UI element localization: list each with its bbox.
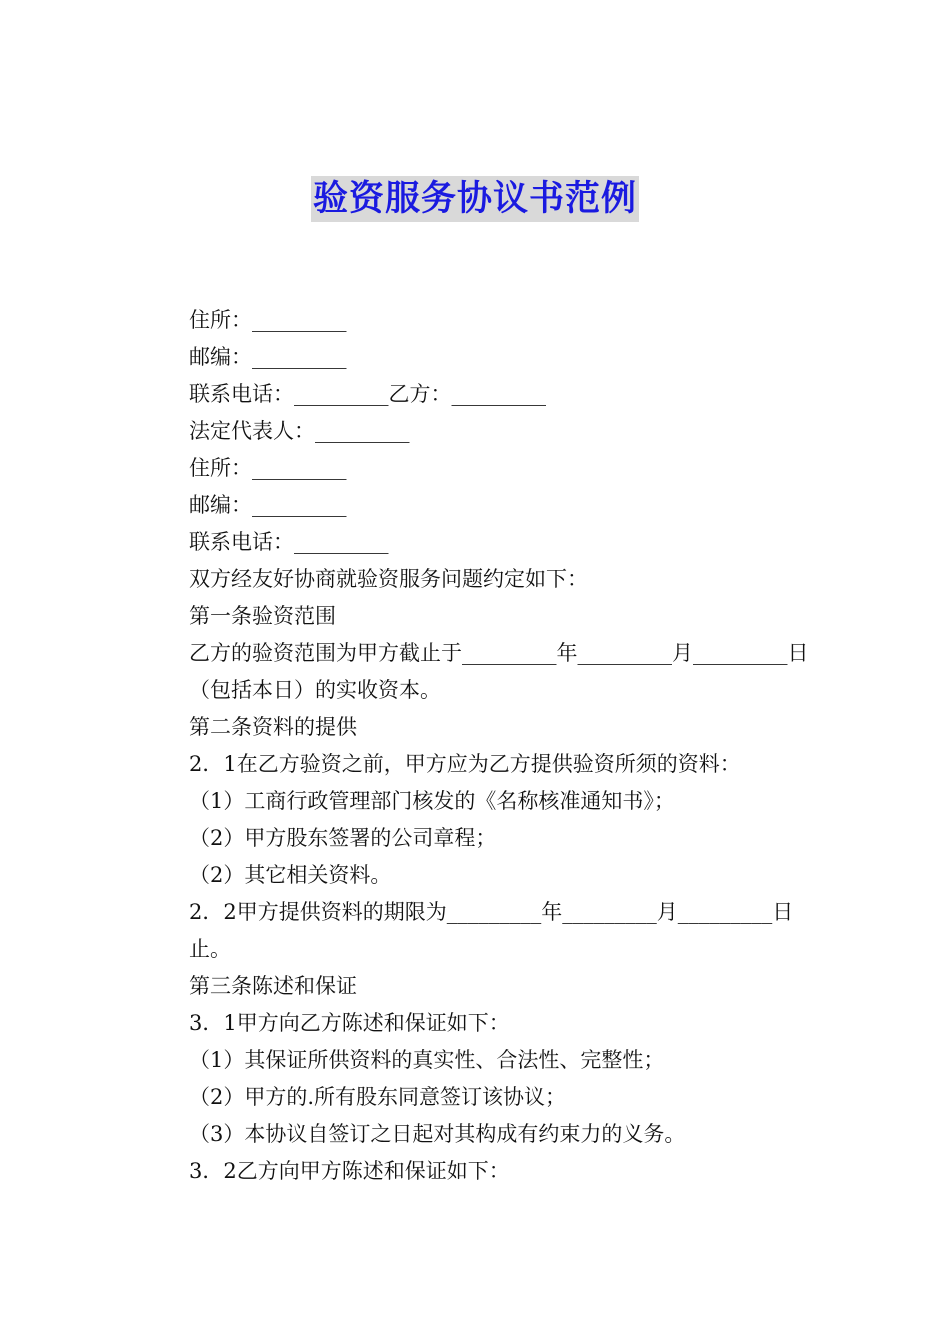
paragraph-line: 3．1甲方向乙方陈述和保证如下： (189, 1011, 510, 1035)
section-heading: 第二条资料的提供 (189, 715, 357, 739)
paragraph-line: 住所：_________ (189, 308, 347, 332)
paragraph-line: 联系电话：_________ (189, 530, 389, 554)
paragraph-line: 2．2甲方提供资料的期限为_________年_________月_________日止。 (189, 900, 794, 961)
list-item: （2）甲方股东签署的公司章程； (189, 826, 497, 850)
list-item: （2）甲方的.所有股东同意签订该协议； (189, 1085, 567, 1109)
paragraph-line: 法定代表人：_________ (189, 419, 410, 443)
document-body (145, 302, 809, 1190)
list-item: （2）其它相关资料。 (189, 863, 392, 887)
paragraph-line: 2．1在乙方验资之前，甲方应为乙方提供验资所须的资料： (189, 752, 741, 776)
paragraph-line: 联系电话：_________乙方：_________ (189, 382, 546, 406)
list-item: （1）其保证所供资料的真实性、合法性、完整性； (189, 1048, 665, 1072)
paragraph-line: 3．2乙方向甲方陈述和保证如下： (189, 1159, 510, 1183)
paragraph-line: 邮编：_________ (189, 345, 347, 369)
section-heading: 第三条陈述和保证 (189, 974, 357, 998)
list-item: （3）本协议自签订之日起对其构成有约束力的义务。 (189, 1122, 686, 1146)
section-heading: 第一条验资范围 (189, 604, 336, 628)
paragraph-line: 乙方的验资范围为甲方截止于_________年_________月_________日（包括本日）的实收资本。 (189, 641, 809, 702)
paragraph-line: 双方经友好协商就验资服务问题约定如下： (189, 567, 588, 591)
document-title: 验资服务协议书范例 (311, 176, 639, 222)
paragraph-line: 住所：_________ (189, 456, 347, 480)
title-container (0, 176, 950, 222)
paragraph-line: 邮编：_________ (189, 493, 347, 517)
list-item: （1）工商行政管理部门核发的《名称核准通知书》； (189, 789, 675, 813)
